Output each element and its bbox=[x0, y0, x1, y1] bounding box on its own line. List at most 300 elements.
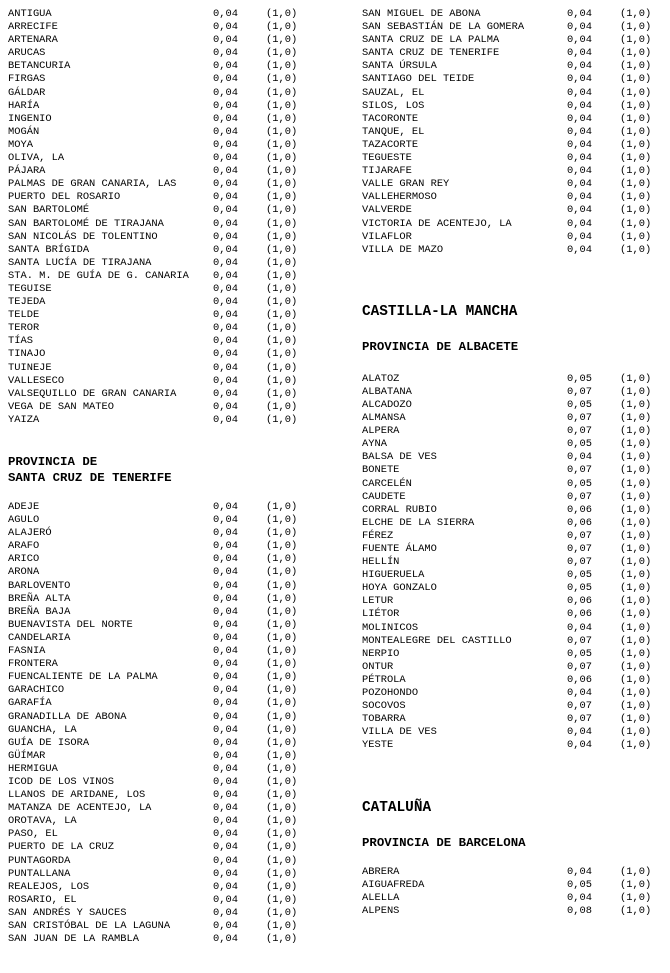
municipality-name: TEROR bbox=[8, 322, 40, 335]
coefficient-value: (1,0) bbox=[266, 789, 298, 802]
coefficient-value: (1,0) bbox=[266, 671, 298, 684]
coefficient-value: (1,0) bbox=[620, 503, 652, 516]
coefficient-value: (1,0) bbox=[266, 749, 298, 762]
coefficient-value: (1,0) bbox=[620, 516, 652, 529]
coefficient-value: (1,0) bbox=[620, 634, 652, 647]
municipality-row bbox=[8, 322, 308, 335]
coefficient-value: (1,0) bbox=[266, 540, 298, 553]
rate-value: 0,04 bbox=[213, 73, 238, 86]
coefficient-value: (1,0) bbox=[620, 138, 652, 151]
rate-value: 0,04 bbox=[213, 230, 238, 243]
municipality-name: ROSARIO, EL bbox=[8, 893, 77, 906]
municipality-row bbox=[362, 218, 662, 231]
coefficient-value: (1,0) bbox=[266, 658, 298, 671]
rate-value: 0,04 bbox=[213, 501, 238, 513]
municipality-row bbox=[362, 386, 662, 399]
municipality-name: INGENIO bbox=[8, 112, 52, 125]
municipality-row bbox=[8, 139, 308, 152]
rate-value: 0,04 bbox=[567, 204, 592, 217]
rate-value: 0,07 bbox=[567, 634, 592, 647]
rate-value: 0,04 bbox=[567, 21, 592, 34]
rate-value: 0,04 bbox=[213, 374, 238, 387]
municipality-name: PÁJARA bbox=[8, 165, 46, 178]
municipality-list bbox=[8, 501, 308, 946]
municipality-name: ALAJERÓ bbox=[8, 527, 52, 540]
municipality-row bbox=[362, 569, 662, 582]
region-heading: CASTILLA-LA MANCHA bbox=[362, 303, 518, 320]
rate-value: 0,08 bbox=[567, 904, 592, 917]
municipality-row bbox=[362, 530, 662, 543]
municipality-name: TAZACORTE bbox=[362, 138, 419, 151]
coefficient-value: (1,0) bbox=[266, 60, 298, 73]
rate-value: 0,04 bbox=[213, 906, 238, 919]
coefficient-value: (1,0) bbox=[266, 309, 298, 322]
coefficient-value: (1,0) bbox=[620, 726, 652, 739]
municipality-name: MOYA bbox=[8, 138, 33, 151]
municipality-name: BREÑA ALTA bbox=[8, 592, 71, 605]
rate-value: 0,07 bbox=[567, 425, 592, 438]
province-heading-line1: PROVINCIA DE bbox=[8, 455, 98, 469]
municipality-row bbox=[8, 737, 308, 750]
rate-value: 0,04 bbox=[213, 400, 238, 413]
municipality-name: CORRAL RUBIO bbox=[362, 503, 437, 516]
municipality-name: ELCHE DE LA SIERRA bbox=[362, 516, 475, 529]
coefficient-value: (1,0) bbox=[266, 880, 298, 893]
municipality-name: ARTENARA bbox=[8, 34, 58, 47]
rate-value: 0,04 bbox=[213, 802, 238, 815]
municipality-name: SAN NICOLÁS DE TOLENTINO bbox=[8, 230, 158, 243]
municipality-row bbox=[362, 139, 662, 152]
coefficient-value: (1,0) bbox=[620, 112, 652, 125]
municipality-name: CANDELARIA bbox=[8, 631, 71, 644]
left-column bbox=[8, 8, 308, 946]
coefficient-value: (1,0) bbox=[620, 739, 652, 752]
municipality-name: TUINEJE bbox=[8, 361, 52, 374]
coefficient-value: (1,0) bbox=[266, 553, 298, 566]
municipality-row bbox=[362, 517, 662, 530]
municipality-row bbox=[8, 388, 308, 401]
coefficient-value: (1,0) bbox=[266, 47, 298, 60]
coefficient-value: (1,0) bbox=[266, 125, 298, 138]
municipality-row bbox=[8, 244, 308, 257]
municipality-name: ARAFO bbox=[8, 540, 40, 553]
right-column bbox=[362, 8, 662, 918]
rate-value: 0,04 bbox=[213, 8, 238, 20]
rate-value: 0,04 bbox=[567, 34, 592, 47]
municipality-name: ARONA bbox=[8, 566, 40, 579]
municipality-row bbox=[362, 47, 662, 60]
coefficient-value: (1,0) bbox=[620, 412, 652, 425]
municipality-name: ICOD DE LOS VINOS bbox=[8, 775, 115, 788]
municipality-name: GÁLDAR bbox=[8, 86, 46, 99]
municipality-row bbox=[8, 204, 308, 217]
coefficient-value: (1,0) bbox=[266, 256, 298, 269]
municipality-name: VALLEHERMOSO bbox=[362, 191, 437, 204]
municipality-row bbox=[362, 464, 662, 477]
rate-value: 0,05 bbox=[567, 569, 592, 582]
municipality-row bbox=[8, 553, 308, 566]
rate-value: 0,04 bbox=[213, 710, 238, 723]
rate-value: 0,04 bbox=[567, 47, 592, 60]
municipality-name: STA. M. DE GUÍA DE G. CANARIA bbox=[8, 269, 189, 282]
municipality-row bbox=[362, 661, 662, 674]
municipality-row bbox=[8, 802, 308, 815]
municipality-name: TEGUESTE bbox=[362, 152, 412, 165]
municipality-name: NERPIO bbox=[362, 647, 400, 660]
municipality-row bbox=[8, 348, 308, 361]
municipality-name: HIGUERUELA bbox=[362, 569, 425, 582]
coefficient-value: (1,0) bbox=[266, 21, 298, 34]
municipality-row bbox=[362, 231, 662, 244]
municipality-name: ARRECIFE bbox=[8, 21, 58, 34]
coefficient-value: (1,0) bbox=[266, 802, 298, 815]
province-heading: PROVINCIA DE BARCELONA bbox=[362, 835, 526, 850]
municipality-row bbox=[362, 739, 662, 752]
municipality-name: OLIVA, LA bbox=[8, 152, 65, 165]
municipality-name: FASNIA bbox=[8, 645, 46, 658]
municipality-name: ALMANSA bbox=[362, 412, 406, 425]
municipality-row bbox=[8, 191, 308, 204]
coefficient-value: (1,0) bbox=[266, 34, 298, 47]
municipality-name: HARÍA bbox=[8, 99, 40, 112]
municipality-row bbox=[8, 593, 308, 606]
coefficient-value: (1,0) bbox=[266, 867, 298, 880]
coefficient-value: (1,0) bbox=[266, 566, 298, 579]
municipality-name: ABRERA bbox=[362, 865, 400, 878]
coefficient-value: (1,0) bbox=[620, 543, 652, 555]
municipality-row bbox=[8, 763, 308, 776]
coefficient-value: (1,0) bbox=[620, 477, 652, 490]
municipality-row bbox=[362, 504, 662, 517]
rate-value: 0,04 bbox=[567, 726, 592, 739]
municipality-row bbox=[362, 726, 662, 739]
coefficient-value: (1,0) bbox=[620, 608, 652, 621]
rate-value: 0,04 bbox=[213, 592, 238, 605]
municipality-list bbox=[8, 8, 308, 427]
municipality-name: ARUCAS bbox=[8, 47, 46, 60]
rate-value: 0,06 bbox=[567, 673, 592, 686]
rate-value: 0,04 bbox=[213, 762, 238, 775]
rate-value: 0,04 bbox=[213, 99, 238, 112]
municipality-row bbox=[8, 632, 308, 645]
rate-value: 0,04 bbox=[213, 112, 238, 125]
coefficient-value: (1,0) bbox=[620, 673, 652, 686]
municipality-row bbox=[362, 556, 662, 569]
municipality-name: SOCOVOS bbox=[362, 700, 406, 713]
municipality-row bbox=[362, 687, 662, 700]
coefficient-value: (1,0) bbox=[620, 687, 652, 700]
municipality-row bbox=[362, 451, 662, 464]
coefficient-value: (1,0) bbox=[266, 361, 298, 374]
municipality-list bbox=[362, 373, 662, 753]
municipality-name: SAN SEBASTIÁN DE LA GOMERA bbox=[362, 21, 525, 34]
municipality-name: GARAFÍA bbox=[8, 697, 52, 710]
municipality-row bbox=[8, 296, 308, 309]
coefficient-value: (1,0) bbox=[620, 464, 652, 477]
coefficient-value: (1,0) bbox=[620, 713, 652, 726]
municipality-row bbox=[8, 73, 308, 86]
municipality-name: YAIZA bbox=[8, 413, 40, 426]
coefficient-value: (1,0) bbox=[266, 191, 298, 204]
coefficient-value: (1,0) bbox=[266, 579, 298, 592]
rate-value: 0,04 bbox=[213, 540, 238, 553]
municipality-name: VICTORIA DE ACENTEJO, LA bbox=[362, 217, 512, 230]
municipality-row bbox=[362, 608, 662, 621]
coefficient-value: (1,0) bbox=[620, 8, 652, 20]
coefficient-value: (1,0) bbox=[620, 582, 652, 595]
municipality-name: VALSEQUILLO DE GRAN CANARIA bbox=[8, 387, 177, 400]
municipality-name: ANTIGUA bbox=[8, 8, 52, 20]
municipality-row bbox=[8, 658, 308, 671]
municipality-name: SAN BARTOLOMÉ DE TIRAJANA bbox=[8, 217, 164, 230]
rate-value: 0,07 bbox=[567, 385, 592, 398]
municipality-row bbox=[362, 113, 662, 126]
municipality-name: VEGA DE SAN MATEO bbox=[8, 400, 115, 413]
coefficient-value: (1,0) bbox=[620, 21, 652, 34]
municipality-name: GARACHICO bbox=[8, 684, 65, 697]
rate-value: 0,04 bbox=[567, 865, 592, 878]
rate-value: 0,04 bbox=[567, 125, 592, 138]
coefficient-value: (1,0) bbox=[620, 217, 652, 230]
rate-value: 0,06 bbox=[567, 595, 592, 608]
municipality-row bbox=[8, 920, 308, 933]
rate-value: 0,04 bbox=[213, 21, 238, 34]
municipality-name: SANTA CRUZ DE TENERIFE bbox=[362, 47, 500, 60]
municipality-row bbox=[362, 34, 662, 47]
municipality-name: ALBATANA bbox=[362, 385, 412, 398]
rate-value: 0,04 bbox=[213, 645, 238, 658]
municipality-name: ALPERA bbox=[362, 425, 400, 438]
municipality-row bbox=[362, 622, 662, 635]
municipality-name: SAN ANDRÉS Y SAUCES bbox=[8, 906, 127, 919]
municipality-name: PUNTALLANA bbox=[8, 867, 71, 880]
rate-value: 0,05 bbox=[567, 647, 592, 660]
municipality-name: HERMIGUA bbox=[8, 762, 58, 775]
municipality-row bbox=[8, 335, 308, 348]
municipality-name: VALLE GRAN REY bbox=[362, 178, 450, 191]
coefficient-value: (1,0) bbox=[266, 217, 298, 230]
coefficient-value: (1,0) bbox=[266, 828, 298, 841]
municipality-row bbox=[8, 868, 308, 881]
municipality-name: TINAJO bbox=[8, 348, 46, 361]
municipality-row bbox=[362, 713, 662, 726]
municipality-name: FRONTERA bbox=[8, 658, 58, 671]
rate-value: 0,04 bbox=[213, 165, 238, 178]
municipality-row bbox=[8, 907, 308, 920]
coefficient-value: (1,0) bbox=[620, 891, 652, 904]
coefficient-value: (1,0) bbox=[620, 165, 652, 178]
rate-value: 0,04 bbox=[213, 605, 238, 618]
municipality-row bbox=[8, 152, 308, 165]
rate-value: 0,07 bbox=[567, 556, 592, 569]
municipality-name: GRANADILLA DE ABONA bbox=[8, 710, 127, 723]
municipality-row bbox=[8, 270, 308, 283]
rate-value: 0,04 bbox=[213, 47, 238, 60]
rate-value: 0,04 bbox=[213, 296, 238, 309]
municipality-list bbox=[362, 8, 662, 257]
rate-value: 0,07 bbox=[567, 464, 592, 477]
municipality-name: TEJEDA bbox=[8, 296, 46, 309]
coefficient-value: (1,0) bbox=[266, 920, 298, 932]
municipality-row bbox=[8, 606, 308, 619]
municipality-row bbox=[8, 776, 308, 789]
rate-value: 0,04 bbox=[567, 191, 592, 204]
municipality-name: TANQUE, EL bbox=[362, 125, 425, 138]
municipality-name: TEGUISE bbox=[8, 282, 52, 295]
coefficient-value: (1,0) bbox=[266, 501, 298, 513]
coefficient-value: (1,0) bbox=[620, 647, 652, 660]
rate-value: 0,04 bbox=[213, 566, 238, 579]
municipality-row bbox=[362, 866, 662, 879]
rate-value: 0,04 bbox=[567, 86, 592, 99]
municipality-name: GUANCHA, LA bbox=[8, 723, 77, 736]
rate-value: 0,06 bbox=[567, 516, 592, 529]
municipality-name: BONETE bbox=[362, 464, 400, 477]
coefficient-value: (1,0) bbox=[266, 99, 298, 112]
municipality-row bbox=[362, 191, 662, 204]
municipality-name: ALCADOZO bbox=[362, 398, 412, 411]
coefficient-value: (1,0) bbox=[266, 618, 298, 631]
rate-value: 0,04 bbox=[213, 933, 238, 946]
rate-value: 0,04 bbox=[213, 815, 238, 828]
municipality-row bbox=[362, 635, 662, 648]
coefficient-value: (1,0) bbox=[266, 854, 298, 867]
municipality-name: MOLINICOS bbox=[362, 621, 419, 634]
coefficient-value: (1,0) bbox=[620, 73, 652, 86]
rate-value: 0,07 bbox=[567, 700, 592, 713]
rate-value: 0,04 bbox=[567, 230, 592, 243]
coefficient-value: (1,0) bbox=[620, 438, 652, 451]
municipality-row bbox=[8, 401, 308, 414]
rate-value: 0,04 bbox=[567, 243, 592, 256]
coefficient-value: (1,0) bbox=[266, 710, 298, 723]
municipality-name: SANTIAGO DEL TEIDE bbox=[362, 73, 475, 86]
municipality-name: LIÉTOR bbox=[362, 608, 400, 621]
municipality-row bbox=[362, 478, 662, 491]
municipality-row bbox=[8, 815, 308, 828]
municipality-row bbox=[8, 750, 308, 763]
coefficient-value: (1,0) bbox=[620, 529, 652, 542]
municipality-name: GUÍA DE ISORA bbox=[8, 736, 90, 749]
coefficient-value: (1,0) bbox=[266, 514, 298, 527]
municipality-row bbox=[362, 87, 662, 100]
rate-value: 0,04 bbox=[213, 697, 238, 710]
rate-value: 0,04 bbox=[213, 723, 238, 736]
municipality-row bbox=[8, 724, 308, 737]
rate-value: 0,04 bbox=[213, 684, 238, 697]
municipality-name: TELDE bbox=[8, 309, 40, 322]
municipality-name: BUENAVISTA DEL NORTE bbox=[8, 618, 133, 631]
rate-value: 0,07 bbox=[567, 660, 592, 673]
municipality-row bbox=[8, 34, 308, 47]
coefficient-value: (1,0) bbox=[266, 335, 298, 348]
coefficient-value: (1,0) bbox=[266, 243, 298, 256]
municipality-name: SANTA CRUZ DE LA PALMA bbox=[362, 34, 500, 47]
coefficient-value: (1,0) bbox=[620, 191, 652, 204]
coefficient-value: (1,0) bbox=[620, 556, 652, 569]
coefficient-value: (1,0) bbox=[266, 697, 298, 710]
coefficient-value: (1,0) bbox=[620, 621, 652, 634]
rate-value: 0,04 bbox=[213, 789, 238, 802]
municipality-name: VILAFLOR bbox=[362, 230, 412, 243]
rate-value: 0,04 bbox=[213, 413, 238, 426]
rate-value: 0,04 bbox=[567, 73, 592, 86]
coefficient-value: (1,0) bbox=[266, 775, 298, 788]
municipality-row bbox=[8, 60, 308, 73]
municipality-row bbox=[8, 375, 308, 388]
rate-value: 0,04 bbox=[213, 671, 238, 684]
coefficient-value: (1,0) bbox=[620, 569, 652, 582]
coefficient-value: (1,0) bbox=[620, 125, 652, 138]
municipality-row bbox=[8, 566, 308, 579]
municipality-row bbox=[8, 501, 308, 514]
coefficient-value: (1,0) bbox=[266, 204, 298, 217]
municipality-name: HOYA GONZALO bbox=[362, 582, 437, 595]
municipality-row bbox=[8, 881, 308, 894]
municipality-name: MONTEALEGRE DEL CASTILLO bbox=[362, 634, 512, 647]
rate-value: 0,04 bbox=[567, 99, 592, 112]
municipality-name: SAUZAL, EL bbox=[362, 86, 425, 99]
coefficient-value: (1,0) bbox=[620, 99, 652, 112]
municipality-row bbox=[8, 580, 308, 593]
municipality-row bbox=[8, 933, 308, 946]
municipality-row bbox=[362, 648, 662, 661]
municipality-name: CARCELÉN bbox=[362, 477, 412, 490]
rate-value: 0,07 bbox=[567, 713, 592, 726]
municipality-name: BARLOVENTO bbox=[8, 579, 71, 592]
coefficient-value: (1,0) bbox=[266, 165, 298, 178]
municipality-row bbox=[8, 309, 308, 322]
municipality-name: FIRGAS bbox=[8, 73, 46, 86]
municipality-row bbox=[362, 412, 662, 425]
municipality-name: TACORONTE bbox=[362, 112, 419, 125]
municipality-row bbox=[362, 100, 662, 113]
municipality-name: ADEJE bbox=[8, 501, 40, 513]
coefficient-value: (1,0) bbox=[620, 425, 652, 438]
municipality-row bbox=[8, 540, 308, 553]
coefficient-value: (1,0) bbox=[620, 204, 652, 217]
coefficient-value: (1,0) bbox=[266, 296, 298, 309]
coefficient-value: (1,0) bbox=[266, 73, 298, 86]
rate-value: 0,04 bbox=[567, 451, 592, 464]
coefficient-value: (1,0) bbox=[266, 841, 298, 854]
municipality-name: SANTA BRÍGIDA bbox=[8, 243, 90, 256]
rate-value: 0,04 bbox=[567, 60, 592, 73]
municipality-name: FÉREZ bbox=[362, 529, 394, 542]
municipality-name: REALEJOS, LOS bbox=[8, 880, 90, 893]
coefficient-value: (1,0) bbox=[266, 230, 298, 243]
municipality-name: ARICO bbox=[8, 553, 40, 566]
municipality-name: ONTUR bbox=[362, 660, 394, 673]
coefficient-value: (1,0) bbox=[266, 815, 298, 828]
municipality-name: PUERTO DEL ROSARIO bbox=[8, 191, 121, 204]
rate-value: 0,04 bbox=[567, 178, 592, 191]
coefficient-value: (1,0) bbox=[620, 451, 652, 464]
coefficient-value: (1,0) bbox=[620, 372, 652, 385]
rate-value: 0,04 bbox=[213, 854, 238, 867]
municipality-row bbox=[8, 8, 308, 21]
municipality-row bbox=[362, 204, 662, 217]
rate-value: 0,04 bbox=[213, 60, 238, 73]
municipality-name: YESTE bbox=[362, 739, 394, 752]
coefficient-value: (1,0) bbox=[266, 906, 298, 919]
rate-value: 0,04 bbox=[213, 348, 238, 361]
municipality-row bbox=[8, 414, 308, 427]
municipality-name: MATANZA DE ACENTEJO, LA bbox=[8, 802, 152, 815]
municipality-name: SANTA ÚRSULA bbox=[362, 60, 437, 73]
rate-value: 0,04 bbox=[213, 243, 238, 256]
municipality-row bbox=[362, 178, 662, 191]
